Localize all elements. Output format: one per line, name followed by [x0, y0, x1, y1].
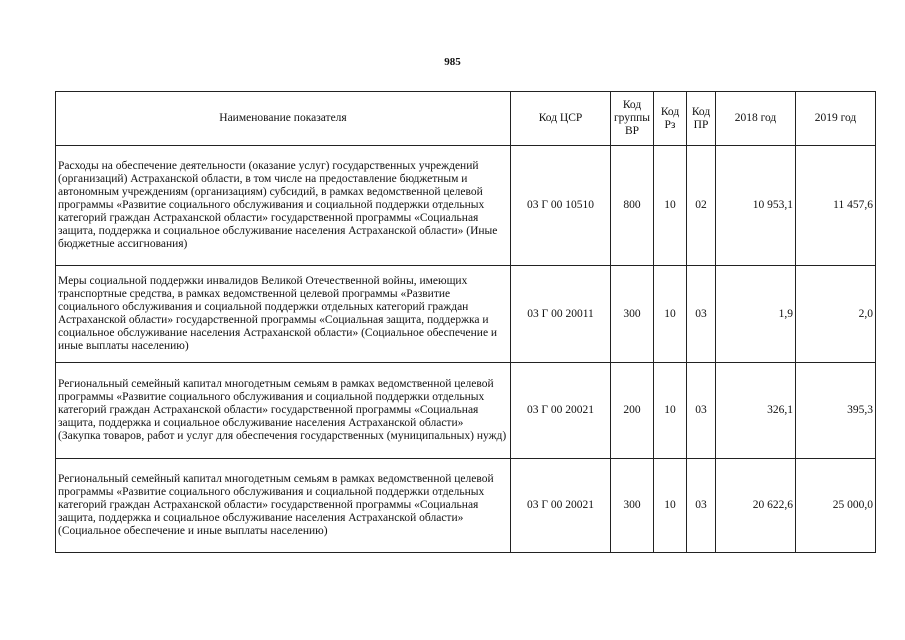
header-vr: Код группы ВР: [611, 92, 654, 146]
row-pr: 02: [687, 146, 716, 266]
row-2018: 20 622,6: [716, 459, 796, 553]
table-row: [56, 266, 876, 363]
row-2018: 1,9: [716, 266, 796, 363]
row-name: Расходы на обеспечение деятельности (оказание услуг) государственных учреждений (организаций) Астраханской области, в том числе на предоставление бюджетным и автономным учреждениям (организациям) субсидий, в рамках ведомственной целевой программы «Развитие социального обслуживания и социальной поддержки отдельных категорий граждан Астраханской области» государственной программы «Социальная защита, поддержка и социальное обслуживание населения Астраханской области» (Иные бюджетные ассигнования): [56, 146, 511, 266]
row-vr: 200: [611, 363, 654, 459]
header-2018: 2018 год: [716, 92, 796, 146]
row-2018: 10 953,1: [716, 146, 796, 266]
row-rz: 10: [654, 363, 687, 459]
table-row: [56, 459, 876, 553]
row-name: Региональный семейный капитал многодетным семьям в рамках ведомственной целевой программы «Развитие социального обслуживания и социальной поддержки отдельных категорий граждан Астраханской области» государственной программы «Социальная защита, поддержка и социальное обслуживание населения Астраханской области» (Социальное обеспечение и иные выплаты населению): [56, 459, 511, 553]
header-2019: 2019 год: [796, 92, 876, 146]
row-vr: 300: [611, 266, 654, 363]
header-csr: Код ЦСР: [511, 92, 611, 146]
row-pr: 03: [687, 363, 716, 459]
row-pr: 03: [687, 266, 716, 363]
row-vr: 800: [611, 146, 654, 266]
row-csr: 03 Г 00 20021: [511, 459, 611, 553]
row-2019: 395,3: [796, 363, 876, 459]
row-rz: 10: [654, 146, 687, 266]
row-2019: 11 457,6: [796, 146, 876, 266]
table-row: [56, 363, 876, 459]
row-name: Региональный семейный капитал многодетным семьям в рамках ведомственной целевой программы «Развитие социального обслуживания и социальной поддержки отдельных категорий граждан Астраханской области» государственной программы «Социальная защита, поддержка и социальное обслуживание населения Астраханской области» (Закупка товаров, работ и услуг для обеспечения государственных (муниципальных) нужд): [56, 363, 511, 459]
table-header-row: [56, 92, 876, 146]
row-rz: 10: [654, 266, 687, 363]
row-csr: 03 Г 00 20011: [511, 266, 611, 363]
header-pr: Код ПР: [687, 92, 716, 146]
row-2018: 326,1: [716, 363, 796, 459]
budget-table: [55, 91, 876, 553]
page-number: 985: [444, 56, 461, 68]
row-vr: 300: [611, 459, 654, 553]
table-row: [56, 146, 876, 266]
row-pr: 03: [687, 459, 716, 553]
row-rz: 10: [654, 459, 687, 553]
row-2019: 2,0: [796, 266, 876, 363]
row-2019: 25 000,0: [796, 459, 876, 553]
header-rz: Код Рз: [654, 92, 687, 146]
row-name: Меры социальной поддержки инвалидов Великой Отечественной войны, имеющих транспортные средства, в рамках ведомственной целевой программы «Развитие социального обслуживания и социальной поддержки отдельных категорий граждан Астраханской области» государственной программы «Социальная защита, поддержка и социальное обслуживание населения Астраханской области» (Социальное обеспечение и иные выплаты населению): [56, 266, 511, 363]
header-name: Наименование показателя: [56, 92, 511, 146]
row-csr: 03 Г 00 20021: [511, 363, 611, 459]
row-csr: 03 Г 00 10510: [511, 146, 611, 266]
